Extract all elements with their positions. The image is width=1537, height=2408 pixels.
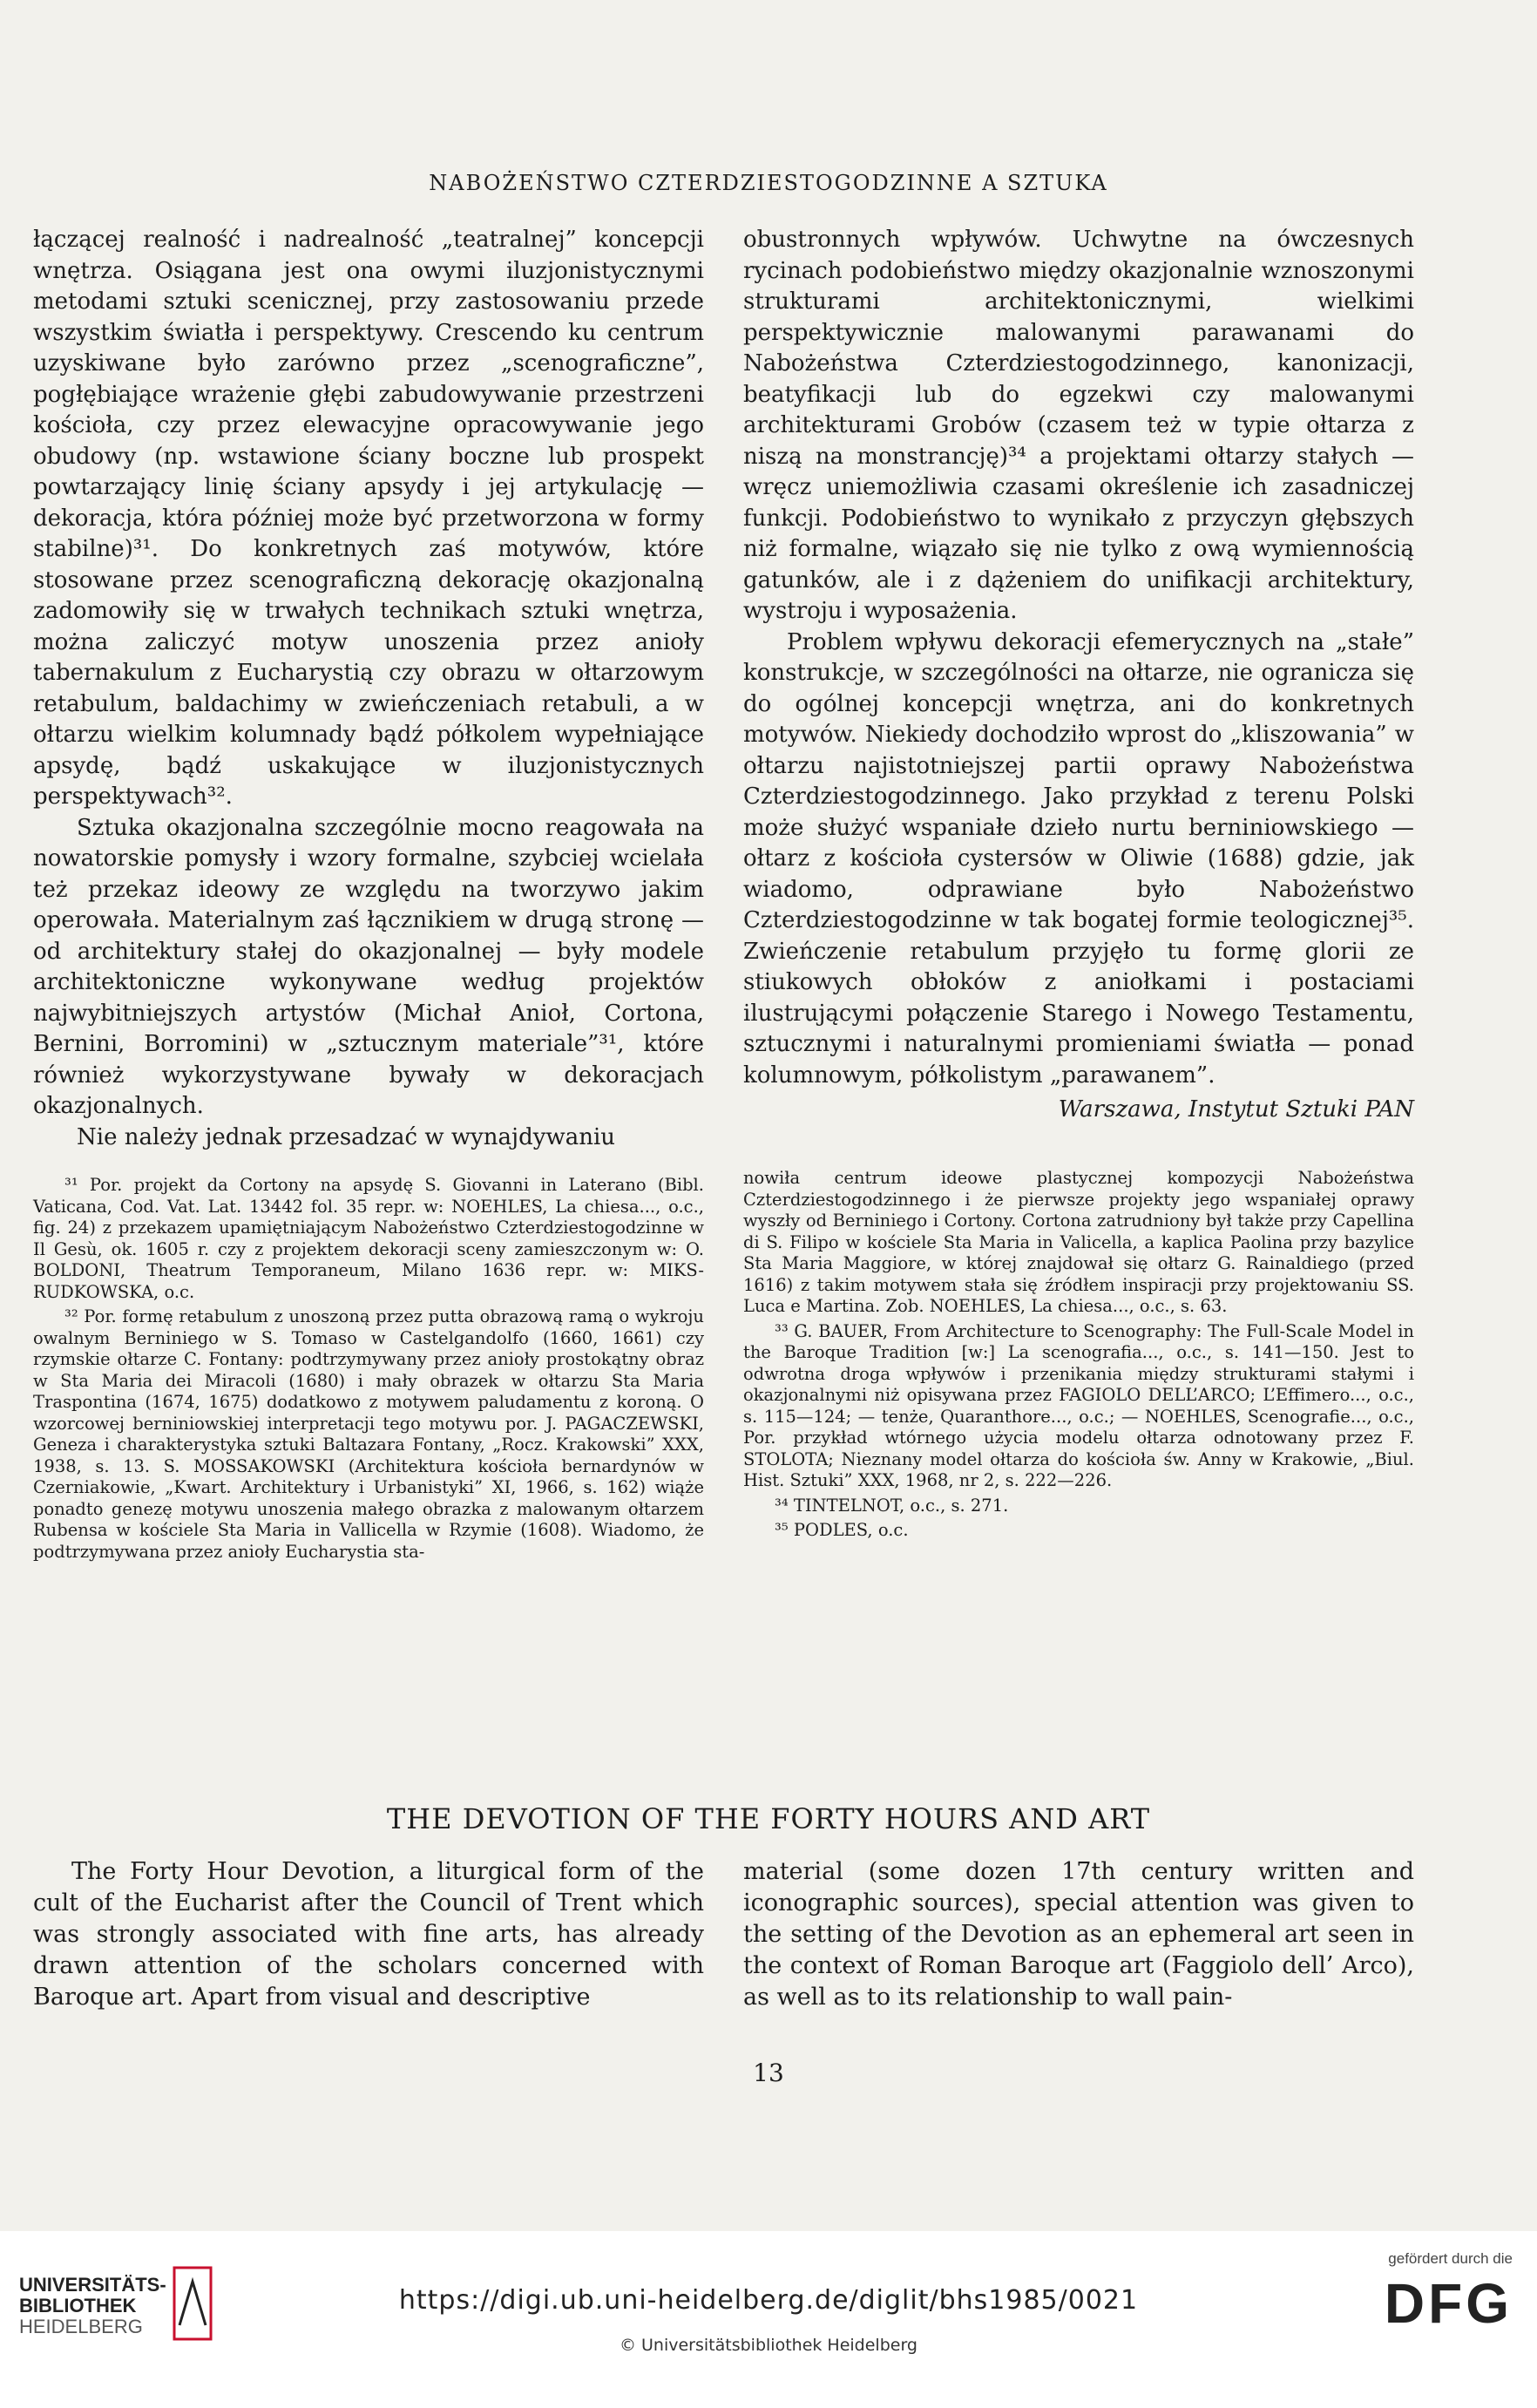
funder-note: gefördert durch die <box>1388 2250 1513 2267</box>
footnote: ³⁴ TINTELNOT, o.c., s. 271. <box>775 1495 1009 1516</box>
funder-block <box>1356 2250 1513 2334</box>
footnote: nowiła centrum ideowe plastycznej kompozycji Nabożeństwa Czterdziestogodzinnego i że pierwsze projekty jego wspaniałej oprawy wyszły od Berniniego i Cortony. Cortona zatrudniony był także przy Capellina di S. Filipo w kościele Sta Maria in Valicella, a kaplica Paolina przy bazylice Sta Maria Maggiore, w której znajdował się ołtarz G. Rainaldiego (przed 1616) z takim motywem stała się źródłem inspiracji przy projektowaniu SS. Luca e Martina. Zob. NOEHLES, La chiesa..., o.c., s. 63. <box>743 1168 1414 1316</box>
logo-line: BIBLIOTHEK <box>19 2295 137 2316</box>
right-column-body <box>743 225 1414 1126</box>
summary-right-text: material (some dozen 17th century written and iconographic sources), special attention was given to the setting of the Devotion as an ephemeral art seen in the context of Roman Baroque art (Faggiolo dell’ Arco), as well as to its relationship to wall pain- <box>743 1858 1414 2011</box>
paragraph: Sztuka okazjonalna szczególnie mocno reagowała na nowatorskie pomysły i wzory formalne, szybciej wcielała też przekaz ideowy ze względu na tworzywo jakim operowała. Materialnym zaś łącznikiem w drugą stronę — od architektury stałej do okazjonalnej — były modele architektoniczne wykonywane według projektów najwybitniejszych artystów (Michał Anioł, Cortona, Bernini, Borromini) w „sztucznym materiale”³¹, które również wykorzystywane bywały w dekoracjach okazjonalnych. <box>33 814 704 1119</box>
author-affiliation: Warszawa, Instytut Sztuki PAN <box>1058 1096 1414 1123</box>
logo-line: HEIDELBERG <box>19 2316 143 2337</box>
permalink-url[interactable]: https://digi.ub.uni-heidelberg.de/diglit/bhs1985/0021 <box>398 2285 1139 2316</box>
paragraph: Problem wpływu dekoracji efemerycznych na „stałe” konstrukcje, w szczególności na ołtarze, nie ogranicza się do ogólnej koncepcji wnętrza, ani do konkretnych motywów. Niekiedy dochodziło wprost do „kliszowania” w ołtarzu najistotniejszej partii oprawy Nabożeństwa Czterdziestogodzinnego. Jako przykład z terenu Polski może służyć wspaniałe dzieło nurtu berniniowskiego — ołtarz z kościoła cystersów w Oliwie (1688) gdzie, jak wiadomo, odprawiane było Nabożeństwo Czterdziestogodzinne w tak bogatej formie teologicznej³⁵. Zwieńczenie retabulum przyjęło tu formę glorii ze stiukowych obłoków z aniołkami i postaciami ilustrującymi połączenie Starego i Nowego Testamentu, sztucznymi i naturalnymi promieniami światła — ponad kolumnowym, półkolistym „parawanem”. <box>743 628 1414 1089</box>
paragraph: obustronnych wpływów. Uchwytne na ówczesnych rycinach podobieństwo między okazjonalnie wznoszonymi strukturami architektonicznymi, wielkimi perspektywicznie malowanymi parawanami do Nabożeństwa Czterdziestogodzinnego, kanonizacji, beatyfikacji lub do egzekwi czy malowanymi architekturami Grobów (czasem też w typie ołtarza z niszą na monstrancję)³⁴ a projektami ołtarzy stałych — wręcz uniemożliwia czasami określenie ich zasadniczej funkcji. Podobieństwo to wynikało z przyczyn głębszych niż formalne, wiązało się nie tylko z ową wymiennością gatunków, ale i z dążeniem do unifikacji architektury, wystroju i wyposażenia. <box>743 227 1414 624</box>
summary-title: THE DEVOTION OF THE FORTY HOURS AND ART <box>386 1802 1151 1835</box>
paragraph: Nie należy jednak przesadzać w wynajdywaniu <box>77 1123 616 1150</box>
footnote: ³³ G. BAUER, From Architecture to Scenography: The Full-Scale Model in the Baroque Tradition [w:] La scenografia..., o.c., s. 141—150. Jest to odwrotna droga wpływów i przenikania między strukturami stałymi i okazjonalnymi niż opisywana przez FAGIOLO DELL’ARCO; L’Effimero..., o.c., s. 115—124; — tenże, Quaranthore..., o.c.; — NOEHLES, Scenografie..., o.c., Por. przykład wtórnego użycia modelu ołtarza odnotowany przez F. STOLOTA; Nieznany model ołtarza do kościoła św. Anny w Krakowie, „Biul. Hist. Sztuki” XXX, 1968, nr 2, s. 222—226. <box>743 1320 1414 1490</box>
library-footer <box>0 2231 1537 2408</box>
left-column-footnotes <box>33 1175 704 1566</box>
paragraph: łączącej realność i nadrealność „teatralnej” koncepcji wnętrza. Osiągana jest ona owymi iluzjonistycznymi metodami sztuki scenicznej, przy zastosowaniu przede wszystkim światła i perspektywy. Crescendo ku centrum uzyskiwane było zarówno przez „scenograficzne”, pogłębiające wrażenie głębi zabudowywanie przestrzeni kościoła, czy przez elewacyjne opracowywanie jego obudowy (np. wstawione ściany boczne lub prospekt powtarzający linię ściany apsydy i jej artykulację — dekoracja, która później może być przetworzona w formy stabilne)³¹. Do konkretnych zaś motywów, które stosowane przez scenograficzną dekorację okazjonalną zadomowiły się w trwałych technikach sztuki wnętrza, można zaliczyć motyw unoszenia przez anioły tabernakulum z Eucharystią czy obrazu w ołtarzowym retabulum, baldachimy w zwieńczeniach retabuli, a w ołtarzu wielkim kolumnady bądź półkolem wypełniające apsydę, bądź uskakujące w iluzjonistycznych perspektywach³². <box>33 227 704 810</box>
page-number: 13 <box>753 2059 784 2087</box>
footnote: ³² Por. formę retabulum z unoszoną przez putta obrazową ramą o wykroju owalnym Berniniego w S. Tomaso w Castelgandolfo (1660, 1661) czy rzymskie ołtarze C. Fontany: podtrzymywany przez anioły prostokątny obraz w Sta Maria dei Miracoli (1680) i mały obrazek w ołtarzu Sta Maria Traspontina (1674, 1675) dodatkowo z motywem paludamentu z koroną. O wzorcowej berniniowskiej interpretacji tego motywu por. J. PAGACZEWSKI, Geneza i charakterystyka sztuki Baltazara Fontany, „Rocz. Krakowski” XXX, 1938, s. 13. S. MOSSAKOWSKI (Architektura kościoła bernardynów w Czerniakowie, „Kwart. Architektury i Urbanistyki” XI, 1966, s. 162) wiąże ponadto genezę motywu unoszenia małego obrazka z malowanym ołtarzem Rubensa w kościele Sta Maria in Vallicella w Rzymie (1608). Wiadomo, że podtrzymywana przez anioły Eucharystia sta- <box>33 1306 704 1562</box>
copyright-notice: © Universitätsbibliothek Heidelberg <box>619 2336 917 2355</box>
right-column-footnotes <box>743 1168 1414 1545</box>
left-column-body <box>33 225 704 1153</box>
running-head: NABOŻEŃSTWO CZTERDZIESTOGODZINNE A SZTUKA <box>429 171 1108 195</box>
footnote: ³¹ Por. projekt da Cortony na apsydę S. Giovanni in Laterano (Bibl. Vaticana, Cod. Vat. Lat. 13442 fol. 35 repr. w: NOEHLES, La chiesa..., o.c., fig. 24) z przekazem upamiętniającym Nabożeństwo Czterdziestogodzinne w Il Gesù, ok. 1605 r. czy z projektem dekoracji sceny zamieszczonym w: O. BOLDONI, Theatrum Temporaneum, Milano 1636 repr. w: MIKS-RUDKOWSKA, o.c. <box>33 1175 704 1302</box>
footnote: ³⁵ PODLES, o.c. <box>775 1520 909 1540</box>
summary-left-text: The Forty Hour Devotion, a liturgical form of the cult of the Eucharist after the Council of Trent which was strongly associated with fine arts, has already drawn attention of the scholars concerned with Baroque art. Apart from visual and descriptive <box>33 1858 704 2011</box>
logo-line: UNIVERSITÄTS- <box>19 2274 166 2296</box>
dfg-logo: DFG <box>1384 2272 1513 2335</box>
